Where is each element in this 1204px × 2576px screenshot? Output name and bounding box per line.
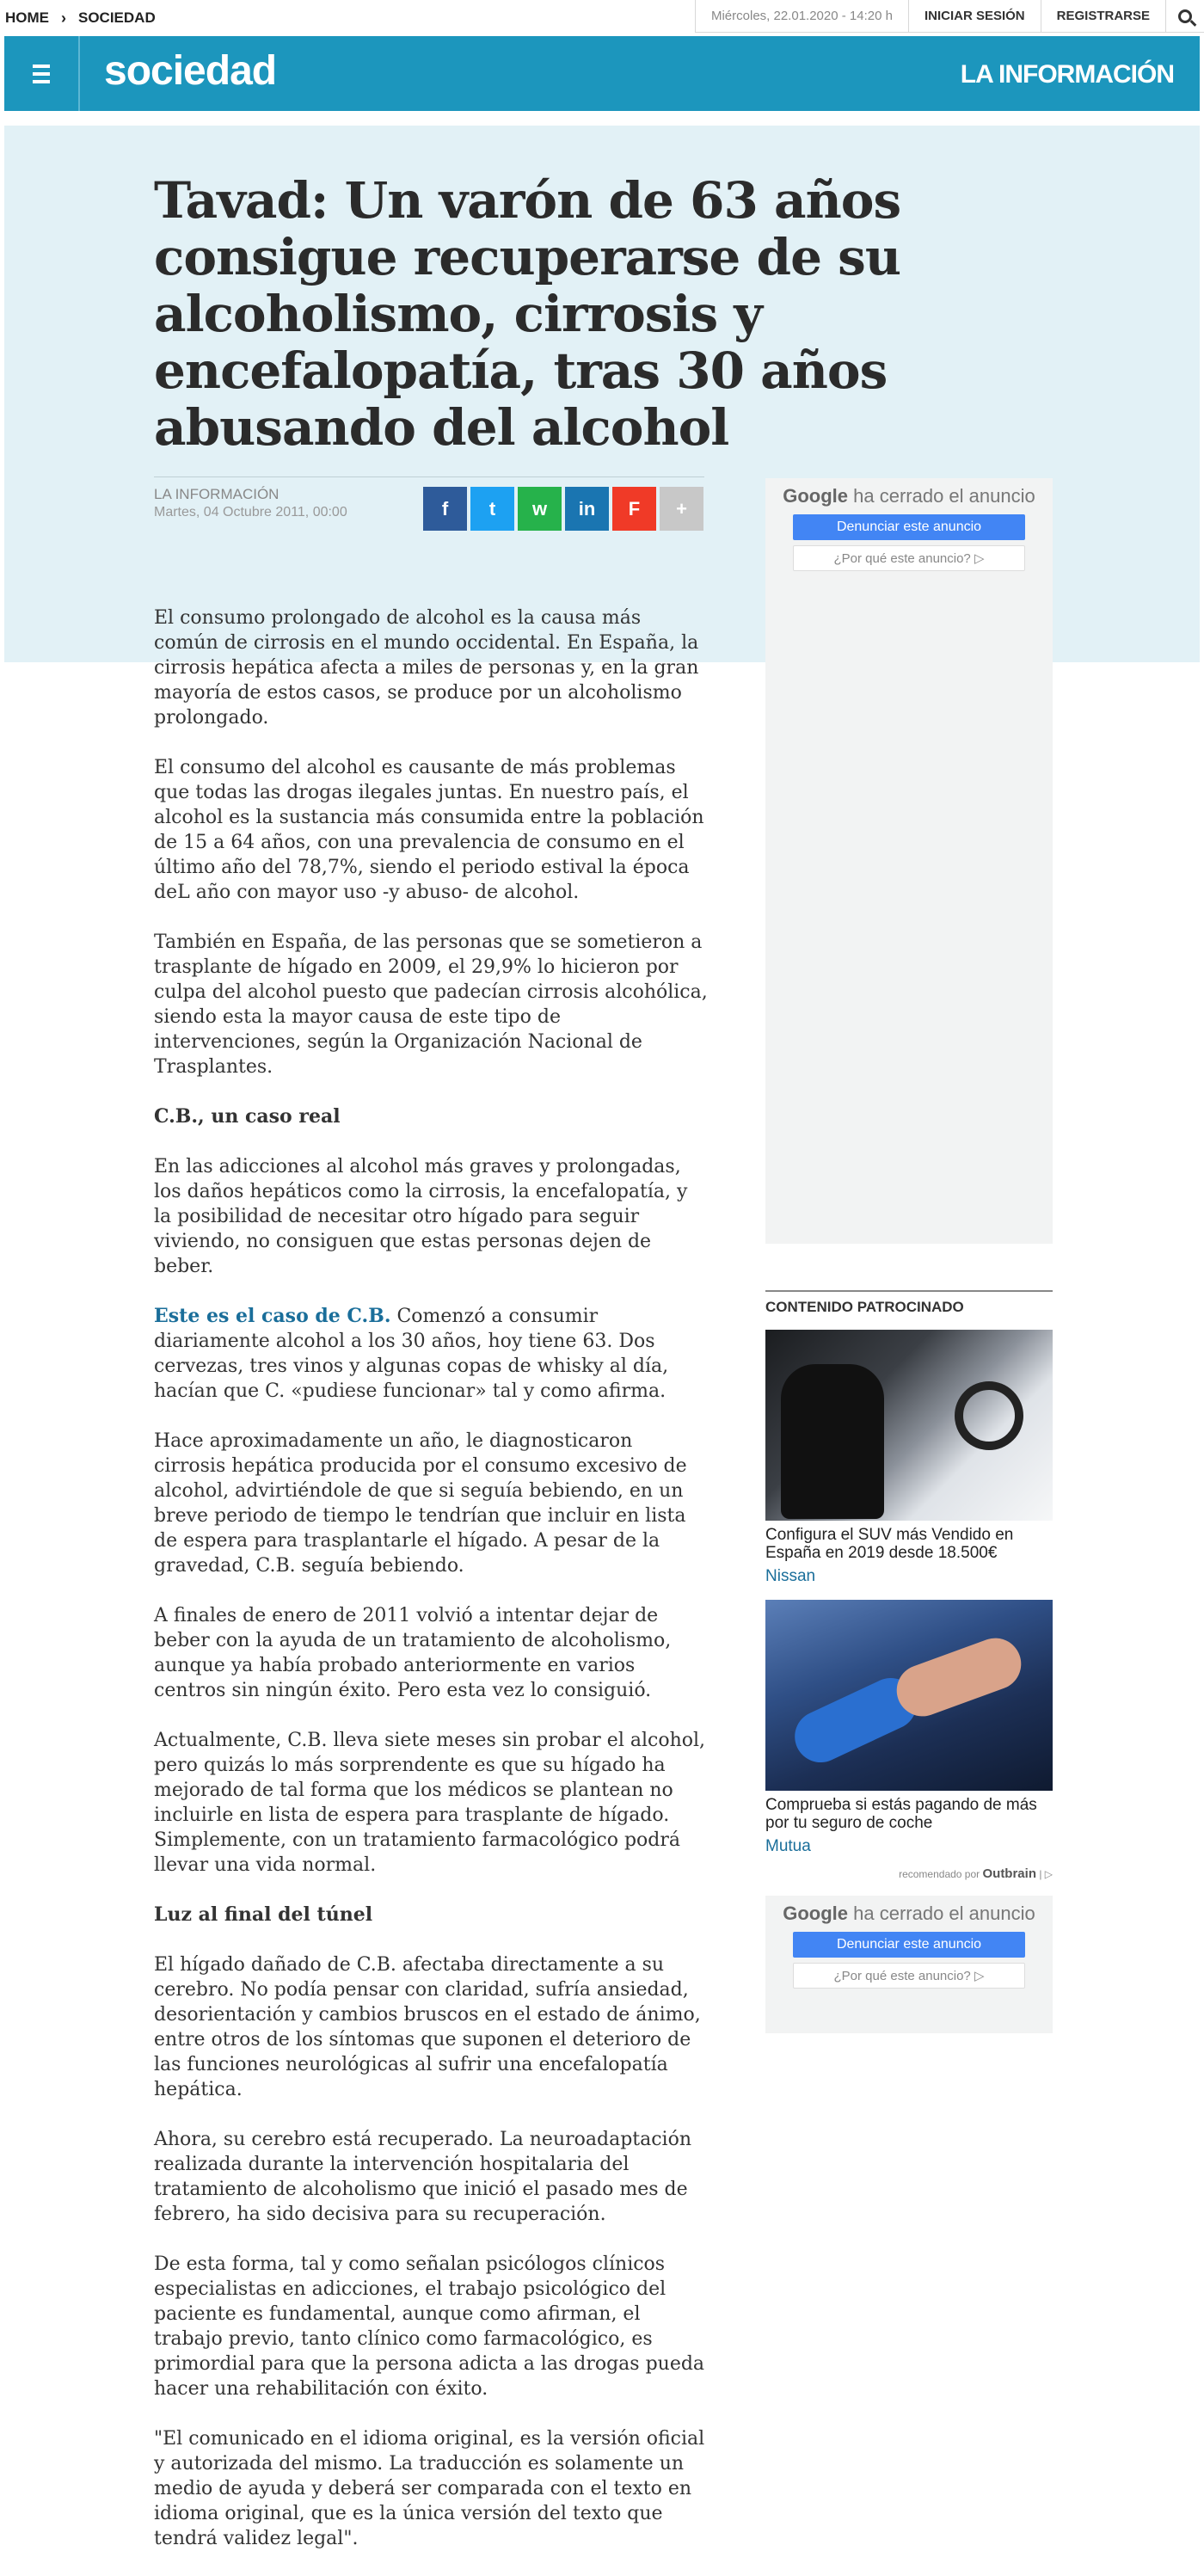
sponsored-content: [765, 1290, 1053, 1881]
article-author[interactable]: LA INFORMACIÓN: [154, 486, 280, 502]
ad-slot: [765, 478, 1053, 1244]
flipboard-icon: F: [628, 497, 641, 520]
paragraph: Ahora, su cerebro está recuperado. La neuroadaptación realizada durante la intervención hospitalaria del tratamiento de alcoholismo que inició el pasado mes de febrero, ha sido decisiva para su recuperación.: [154, 2129, 692, 2225]
facebook-icon: f: [441, 497, 449, 520]
top-right-menu: [695, 0, 1204, 33]
paragraph: "El comunicado en el idioma original, es la versión oficial y autorizada del mismo. La traducción es solamente un medio de ayuda y deberá ser comparada con el texto en idioma original, que es la única versión del texto que tendrá validez legal".: [154, 2428, 705, 2549]
adchoices-icon: | ▷: [1035, 1868, 1053, 1880]
search-button[interactable]: [1165, 0, 1204, 33]
section-header: [4, 36, 1200, 111]
ad-closed-text: ha cerrado el anuncio: [848, 485, 1035, 507]
paragraph: También en España, de las personas que se sometieron a trasplante de hígado en 2009, el 29,9% lo hicieron por culpa del alcohol puesto que padecían cirrosis alcohólica, siendo esta la mayor causa de este tipo de intervenciones, según la Organización Nacional de Trasplantes.: [154, 931, 708, 1078]
sponsored-card-title[interactable]: Configura el SUV más Vendido en España en 2019 desde 18.500€: [765, 1526, 1014, 1562]
paragraph: [154, 1304, 710, 1404]
outbrain-credit[interactable]: [765, 1866, 1053, 1881]
subheading: Luz al final del túnel: [154, 1903, 373, 1926]
article-title: Tavad: Un varón de 63 años consigue recuperarse de su alcoholismo, cirrosis y encefalopatía, tras 30 años abusando del alcohol: [154, 171, 901, 457]
breadcrumb: [5, 0, 156, 36]
paragraph: En las adicciones al alcohol más graves y prolongadas, los daños hepáticos como la cirrosis, la encefalopatía, y la posibilidad de necesitar otro hígado para seguir viviendo, no consiguen que estas personas dejen de beber.: [154, 1156, 688, 1277]
sponsored-card[interactable]: [765, 1330, 1053, 1586]
paragraph: De esta forma, tal y como señalan psicólogos clínicos especialistas en adicciones, el trabajo psicológico del paciente es fundamental, aunque como afirman, el trabajo previo, tanto clínico como farmacológico, es primordial para que la persona adicta a las drogas pueda hacer una rehabilitación con éxito.: [154, 2253, 705, 2400]
car-interior-image[interactable]: [765, 1330, 1053, 1521]
share-bar: [423, 487, 703, 531]
paragraph: El consumo prolongado de alcohol es la causa más común de cirrosis en el mundo occidental. En España, la cirrosis hepática afecta a miles de personas y, en la gran mayoría de estos casos, se produce por un alcoholismo prolongado.: [154, 607, 699, 729]
paragraph: Actualmente, C.B. lleva siete meses sin probar el alcohol, pero quizás lo más sorprendente es que su hígado ha mejorado de tal forma que los médicos se plantean no incluirle en lista de espera para trasplante de hígado. Simplemente, con un tratamiento farmacológico podrá llevar una vida normal.: [154, 1730, 706, 1876]
brand-logo[interactable]: LA INFORMACIÓN: [960, 60, 1174, 89]
whatsapp-icon: w: [531, 497, 548, 520]
car-engine-image[interactable]: [765, 1600, 1053, 1791]
car-seat-shape: [781, 1364, 884, 1519]
more-share-button[interactable]: [660, 487, 703, 531]
search-icon: [1178, 9, 1192, 23]
hand-shape: [889, 1631, 1028, 1724]
why-this-ad-button[interactable]: ¿Por qué este anuncio? ▷: [793, 1963, 1025, 1989]
outbrain-logo: Outbrain: [982, 1866, 1036, 1881]
paragraph-text: Comenzó a consumir diariamente alcohol a los 30 años, hoy tiene 63. Dos cervezas, tres vinos y algunas copas de whisky al día, hacían que C. «pudiese funcionar» tal y como afirma.: [154, 1306, 669, 1402]
ad-closed-text: ha cerrado el anuncio: [848, 1903, 1035, 1924]
paragraph: A finales de enero de 2011 volvió a intentar dejar de beber con la ayuda de un tratamiento de alcoholismo, aunque ya había probado anteriormente en varios centros sin ningún éxito. Pero esta vez lo consiguió.: [154, 1605, 672, 1701]
sponsored-card[interactable]: [765, 1600, 1053, 1856]
article-date: Martes, 04 Octubre 2011, 00:00: [154, 505, 347, 520]
ad-closed-message: [765, 1896, 1053, 1925]
sponsored-card-source[interactable]: Mutua: [765, 1837, 811, 1855]
login-link[interactable]: INICIAR SESIÓN: [908, 0, 1041, 33]
ad-closed-message: [765, 478, 1053, 507]
flipboard-share-button[interactable]: [612, 487, 656, 531]
recommended-label: recomendado por: [899, 1868, 983, 1880]
google-logo: Google: [783, 485, 849, 507]
breadcrumb-home[interactable]: HOME: [5, 9, 49, 26]
whatsapp-share-button[interactable]: [518, 487, 562, 531]
register-link[interactable]: REGISTRARSE: [1041, 0, 1165, 33]
sponsored-card-title[interactable]: Comprueba si estás pagando de más por tu seguro de coche: [765, 1796, 1037, 1832]
google-logo: Google: [783, 1903, 849, 1924]
paragraph: Hace aproximadamente un año, le diagnosticaron cirrosis hepática producida por el consumo excesivo de alcohol, advirtiéndole de que si seguía bebiendo, en un breve periodo de tiempo le tendrían que incluir en lista de espera para trasplantarle el hígado. A pesar de la gravedad, C.B. seguía bebiendo.: [154, 1430, 687, 1577]
sponsored-heading: CONTENIDO PATROCINADO: [765, 1299, 964, 1315]
hamburger-icon-bar: [33, 80, 50, 83]
report-ad-button[interactable]: Denunciar este anuncio: [793, 514, 1025, 540]
facebook-share-button[interactable]: [423, 487, 467, 531]
hamburger-icon: [33, 65, 50, 68]
article-body: [154, 606, 710, 2576]
breadcrumb-separator-icon: ›: [61, 9, 66, 27]
ad-slot: [765, 1896, 1053, 2033]
paragraph: El hígado dañado de C.B. afectaba directamente a su cerebro. No podía pensar con claridad, sufría ansiedad, desorientación y cambios bruscos en el estado de ánimo, entre otros de los síntomas que suponen el deterioro de las funciones neurológicas al sufrir una encefalopatía hepática.: [154, 1954, 701, 2100]
paragraph: El consumo del alcohol es causante de más problemas que todas las drogas ilegales juntas. En nuestro país, el alcohol es la sustancia más consumida entre la población de 15 a 64 años, con una prevalencia de consumo en el último año del 78,7%, siendo el periodo estival la época deL año con mayor uso -y abuso- de alcohol.: [154, 757, 704, 903]
hamburger-icon-bar: [33, 72, 50, 76]
sponsored-card-source[interactable]: Nissan: [765, 1567, 816, 1585]
current-date: Miércoles, 22.01.2020 - 14:20 h: [695, 0, 908, 33]
section-title[interactable]: sociedad: [104, 48, 277, 94]
plus-icon: +: [676, 497, 687, 520]
linkedin-icon: in: [578, 497, 596, 520]
breadcrumb-section[interactable]: SOCIEDAD: [78, 9, 156, 26]
twitter-share-button[interactable]: [470, 487, 514, 531]
twitter-icon: t: [488, 497, 496, 520]
linkedin-share-button[interactable]: [565, 487, 609, 531]
steering-wheel-shape: [955, 1381, 1023, 1450]
case-link[interactable]: Este es el caso de C.B.: [154, 1305, 391, 1327]
why-this-ad-button[interactable]: ¿Por qué este anuncio? ▷: [793, 545, 1025, 571]
subheading: C.B., un caso real: [154, 1105, 341, 1128]
report-ad-button[interactable]: Denunciar este anuncio: [793, 1932, 1025, 1958]
menu-button[interactable]: [4, 36, 80, 111]
top-bar: [0, 0, 1204, 36]
